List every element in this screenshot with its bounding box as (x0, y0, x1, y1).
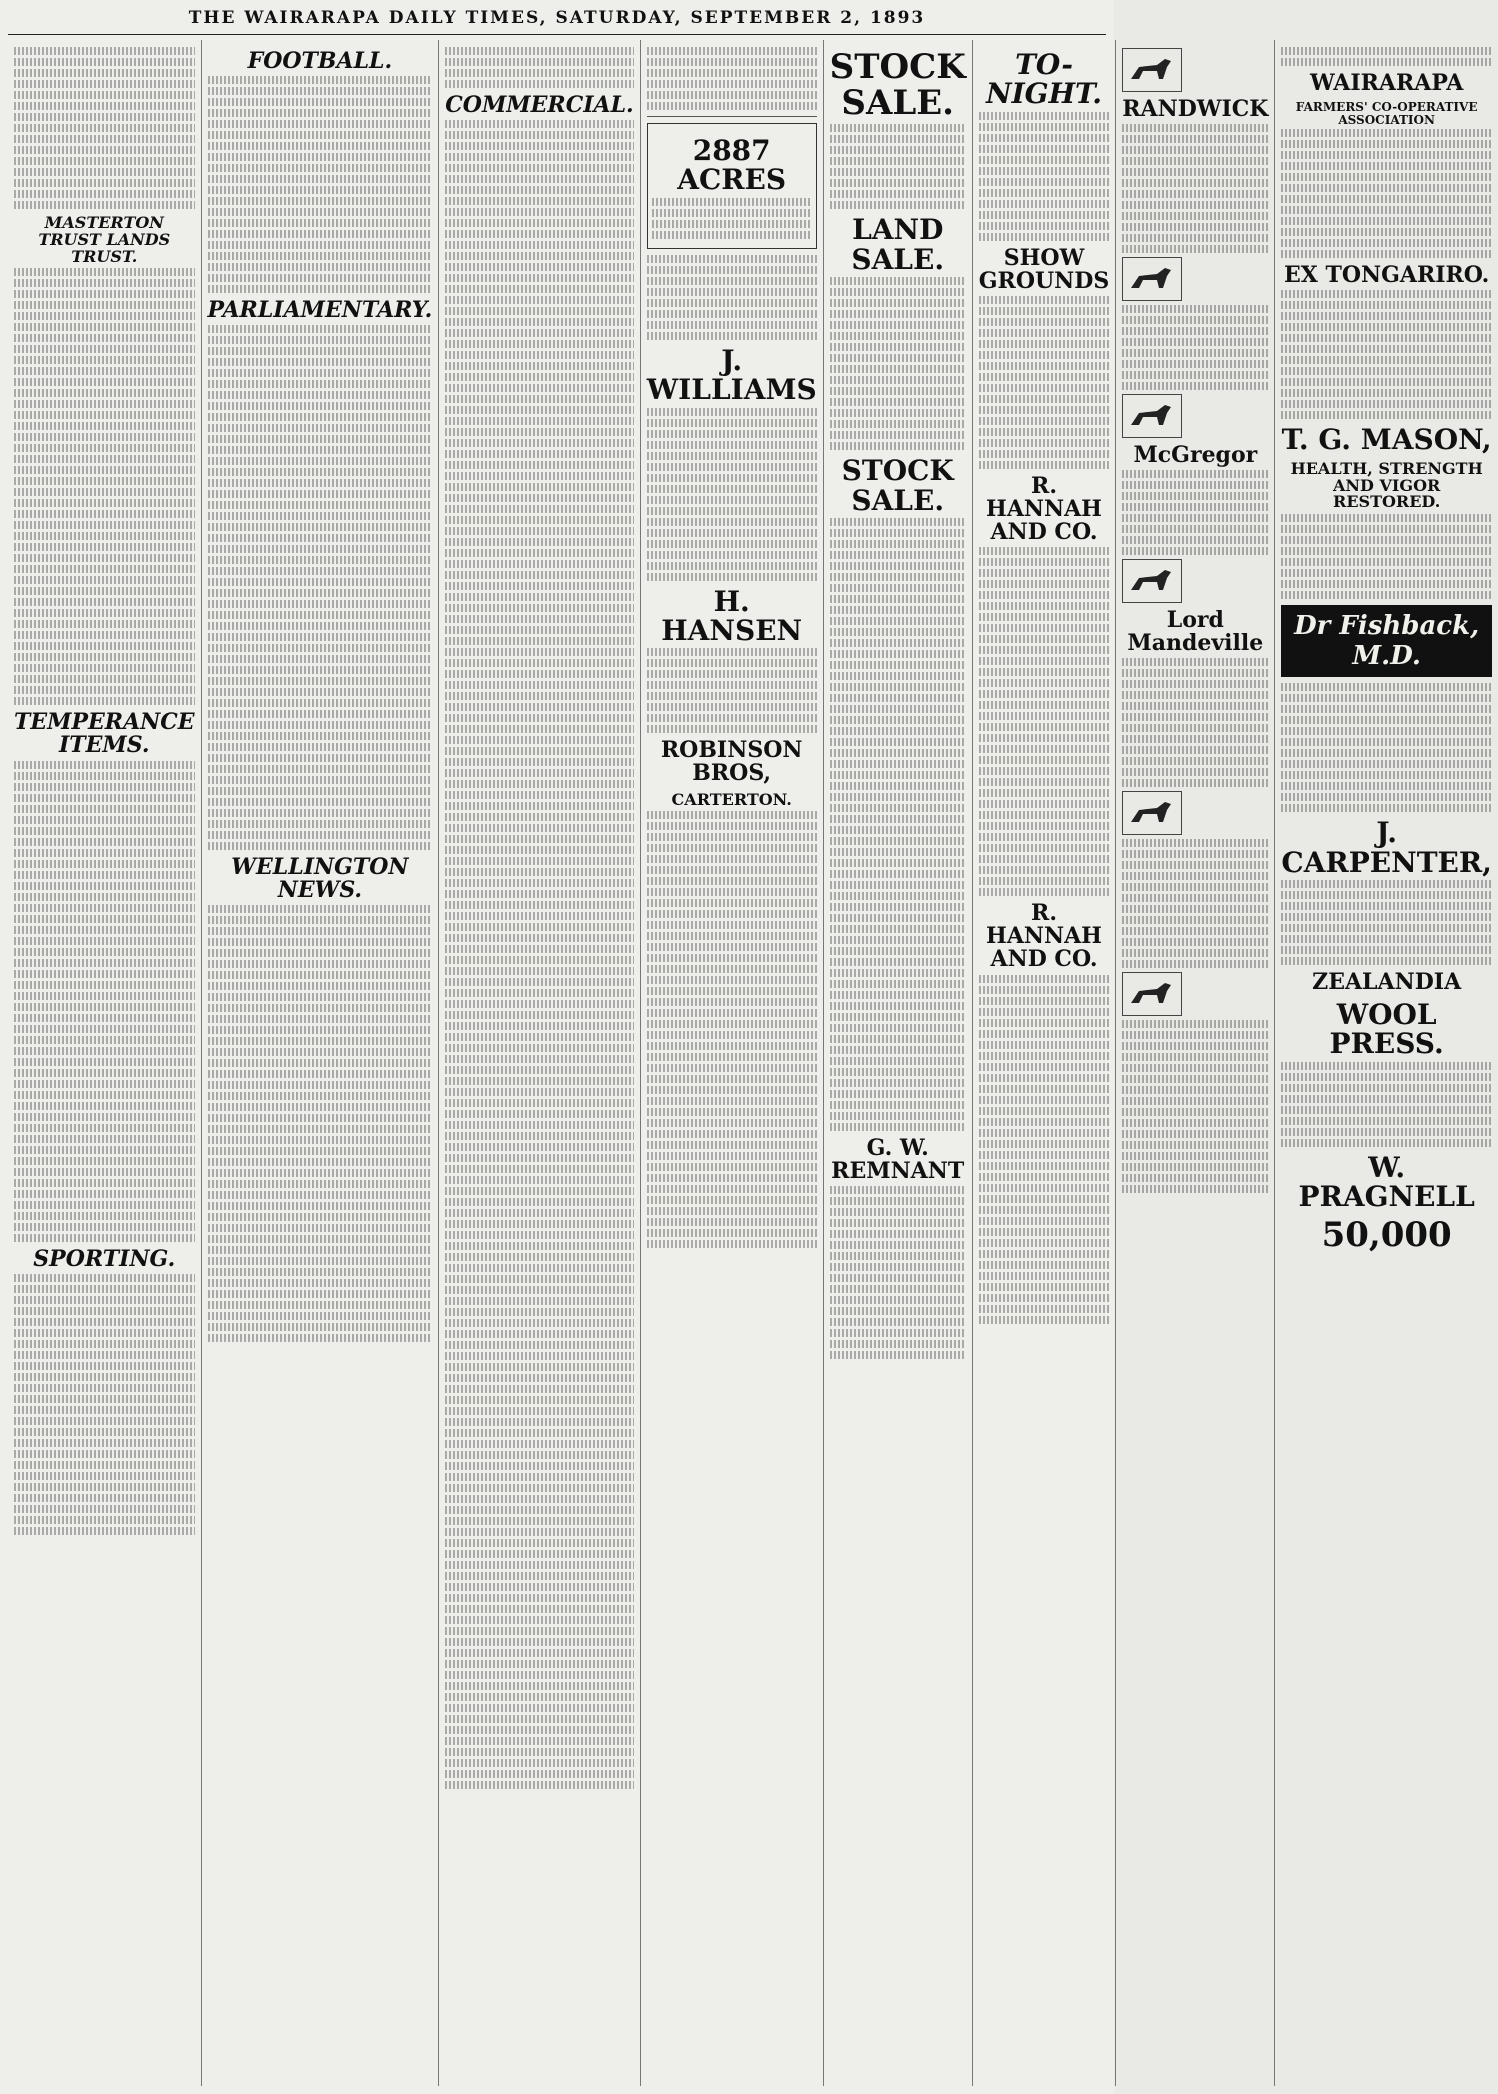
column-7 (1115, 40, 1274, 2086)
column-2 (201, 40, 439, 2086)
ad-text (1122, 124, 1268, 253)
randwick-heading: RANDWICK (1122, 96, 1269, 122)
ad-text (1122, 305, 1268, 390)
lord-mandeville-heading: Lord Mandeville (1127, 607, 1264, 657)
article-text (208, 76, 433, 293)
ad-text (1122, 1020, 1268, 1193)
dr-fishback-banner: Dr Fishback, M.D. (1281, 605, 1491, 677)
j-carpenter-heading: J. CARPENTER, (1281, 816, 1492, 879)
ad-text (830, 518, 966, 1131)
ad-text (979, 112, 1109, 241)
carterton-heading: CARTERTON. (671, 789, 792, 809)
ad-text (1281, 129, 1491, 258)
wellington-news-heading: WELLINGTON NEWS. (231, 854, 409, 904)
health-heading: HEALTH, STRENGTH AND VIGOR RESTORED. (1290, 458, 1483, 512)
temperance-heading: TEMPERANCE ITEMS. (14, 709, 195, 759)
column-6 (972, 40, 1115, 2086)
w-pragnell-heading: W. PRAGNELL (1298, 1150, 1475, 1214)
column-4 (640, 40, 823, 2086)
ad-text (1281, 1062, 1491, 1147)
article-text (14, 47, 195, 209)
horse-icon (1122, 559, 1182, 603)
ad-text (1122, 658, 1268, 787)
ad-text (979, 547, 1109, 896)
land-ad (647, 123, 817, 249)
wairarapa-heading: WAIRARAPA (1309, 70, 1464, 96)
masterton-trust-heading: MASTERTON TRUST LANDS TRUST. (38, 213, 171, 266)
robinson-bros-heading: ROBINSON BROS, (660, 737, 803, 787)
ad-text (1281, 514, 1491, 599)
article-text (445, 47, 633, 88)
tonight-heading: TO-NIGHT. (985, 48, 1103, 111)
column-8 (1274, 40, 1497, 2086)
stock-sale-heading-2: STOCK SALE. (841, 454, 954, 517)
show-grounds-heading: SHOW GROUNDS (978, 244, 1110, 294)
article-text (14, 1274, 195, 1535)
r-hannah-heading-2: R. HANNAH AND CO. (986, 900, 1102, 973)
cash-heading: 50,000 (1321, 1214, 1452, 1255)
article-text (445, 120, 633, 1789)
ad-text (979, 975, 1109, 1324)
article-text (14, 268, 195, 705)
ad-text (647, 648, 817, 733)
ad-text (1281, 47, 1491, 66)
columns (8, 40, 1492, 2086)
column-5 (823, 40, 972, 2086)
j-williams-heading: J. WILLIAMS (646, 343, 817, 407)
land-sale-heading: LAND SALE. (851, 213, 945, 276)
parliamentary-heading: PARLIAMENTARY. (207, 297, 433, 324)
stock-sale-heading: STOCK SALE. (829, 47, 966, 123)
ad-text (830, 277, 966, 450)
article-text (14, 761, 195, 1242)
sporting-heading: SPORTING. (33, 1245, 176, 1272)
t-g-mason-heading: T. G. MASON, (1281, 423, 1492, 457)
ad-text (1281, 880, 1491, 965)
h-hansen-heading: H. HANSEN (661, 584, 803, 647)
ad-text (1281, 683, 1491, 812)
wool-press-heading: WOOL PRESS. (1329, 998, 1444, 1061)
football-heading: FOOTBALL. (247, 48, 393, 74)
horse-icon (1122, 972, 1182, 1016)
r-hannah-heading: R. HANNAH AND CO. (986, 472, 1102, 546)
masthead-rule (8, 34, 1106, 35)
horse-icon (1122, 791, 1182, 835)
horse-icon (1122, 394, 1182, 438)
zealandia-heading: ZEALANDIA (1312, 968, 1462, 995)
column-1 (8, 40, 201, 2086)
ad-text (647, 255, 817, 340)
masthead-title: THE WAIRARAPA DAILY TIMES, SATURDAY, SEPTEMBER 2, 1893 (188, 8, 926, 28)
ad-text (647, 47, 817, 110)
horse-icon (1122, 48, 1182, 92)
mcgregor-heading: McGregor (1133, 442, 1258, 469)
ad-text (979, 296, 1109, 469)
ad-text (647, 811, 817, 1248)
ad-text (647, 408, 817, 581)
commercial-heading: COMMERCIAL. (445, 92, 634, 118)
horse-icon (1122, 257, 1182, 301)
ex-tongariro-heading: EX TONGARIRO. (1283, 262, 1490, 289)
article-text (208, 905, 433, 1342)
ad-text (1281, 290, 1491, 419)
cash-figure: 2887 ACRES (677, 134, 787, 197)
column-3 (438, 40, 639, 2086)
ad-text (830, 124, 966, 209)
farmers-coop-heading: FARMERS' CO-OPERATIVE ASSOCIATION (1295, 100, 1478, 127)
remnant-heading: G. W. REMNANT (831, 1134, 965, 1185)
ad-text (1122, 470, 1268, 555)
ad-text (1122, 839, 1268, 968)
ad-text (830, 1186, 966, 1359)
article-text (208, 325, 433, 850)
